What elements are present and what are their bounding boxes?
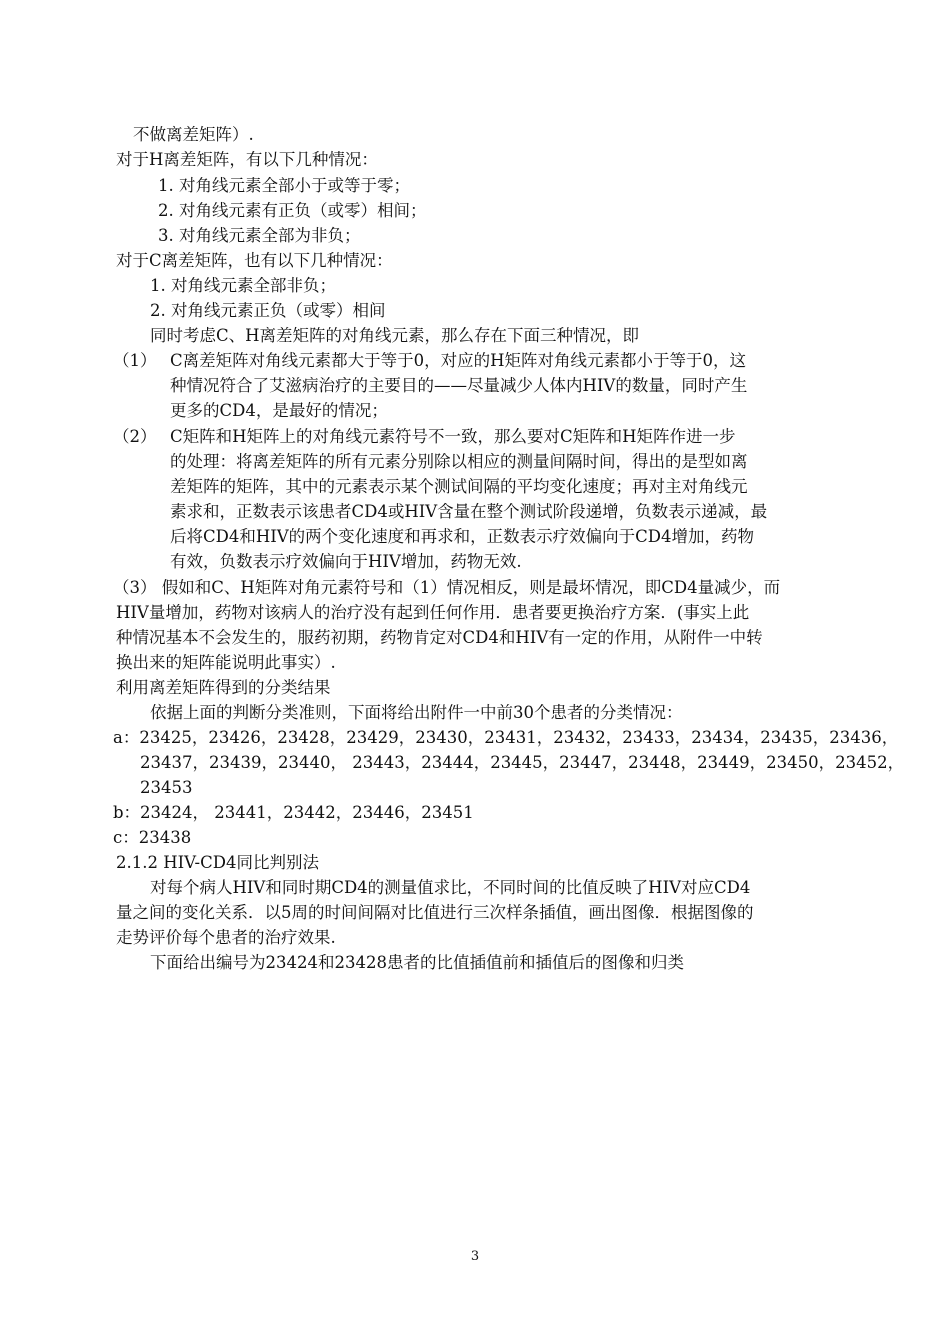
list-item: 3. 对角线元素全部为非负； (158, 226, 361, 245)
text-line: 不做离差矩阵）. (133, 125, 254, 144)
text-line: 的处理：将离差矩阵的所有元素分别除以相应的测量间隔时间，得出的是型如离 (170, 452, 748, 471)
case-label: （2） (113, 427, 157, 446)
text-line: C离差矩阵对角线元素都大于等于0，对应的H矩阵对角线元素都小于等于0，这 (170, 351, 747, 370)
text-line: 走势评价每个患者的治疗效果. (116, 928, 336, 947)
section-heading: 2.1.2 HIV-CD4同比判别法 (116, 853, 319, 872)
text-line: 后将CD4和HIV的两个变化速度和再求和，正数表示疗效偏向于CD4增加，药物 (170, 527, 755, 546)
text-line: 量之间的变化关系．以5周的时间间隔对比值进行三次样条插值，画出图像．根据图像的 (116, 903, 754, 922)
section-heading: 利用离差矩阵得到的分类结果 (116, 678, 331, 697)
class-a-list: 23437，23439，23440， 23443，23444，23445，23447，23448，23449，23450，23452， (140, 753, 905, 772)
class-a-list: 23453 (140, 778, 193, 797)
text-line: 素求和，正数表示该患者CD4或HIV含量在整个测试阶段递增，负数表示递减，最 (170, 502, 768, 521)
class-b-list: b：23424， 23441，23442，23446，23451 (113, 803, 474, 822)
text-line: 同时考虑C、H离差矩阵的对角线元素，那么存在下面三种情况，即 (150, 326, 640, 345)
text-line: HIV量增加，药物对该病人的治疗没有起到任何作用．患者要更换治疗方案．(事实上此 (116, 603, 750, 622)
text-line: C矩阵和H矩阵上的对角线元素符号不一致，那么要对C矩阵和H矩阵作进一步 (170, 427, 736, 446)
text-line: （3） 假如和C、H矩阵对角元素符号和（1）情况相反，则是最坏情况，即CD4量减少，而 (113, 578, 781, 597)
text-line: 种情况符合了艾滋病治疗的主要目的——尽量减少人体内HIV的数量，同时产生 (170, 376, 748, 395)
text-line: 换出来的矩阵能说明此事实）. (116, 653, 336, 672)
text-line: 对于H离差矩阵，有以下几种情况： (116, 150, 378, 169)
class-c-list: c：23438 (113, 828, 192, 847)
class-a-list: a：23425，23426，23428，23429，23430，23431，23432，23433，23434，23435，23436， (113, 728, 899, 747)
page-number: 3 (470, 1249, 480, 1264)
text-line: 对于C离差矩阵，也有以下几种情况： (116, 251, 393, 270)
list-item: 1. 对角线元素全部非负； (150, 276, 336, 295)
case-label: （1） (113, 351, 157, 370)
text-line: 差矩阵的矩阵，其中的元素表示某个测试间隔的平均变化速度；再对主对角线元 (170, 477, 748, 496)
text-line: 更多的CD4，是最好的情况； (170, 401, 388, 420)
list-item: 1. 对角线元素全部小于或等于零； (158, 176, 410, 195)
text-line: 依据上面的判断分类准则，下面将给出附件一中前30个患者的分类情况： (150, 703, 683, 722)
text-line: 下面给出编号为23424和23428患者的比值插值前和插值后的图像和归类 (150, 953, 684, 972)
list-item: 2. 对角线元素正负（或零）相间 (150, 301, 386, 320)
list-item: 2. 对角线元素有正负（或零）相间； (158, 201, 427, 220)
text-line: 对每个病人HIV和同时期CD4的测量值求比，不同时间的比值反映了HIV对应CD4 (150, 878, 751, 897)
text-line: 有效，负数表示疗效偏向于HIV增加，药物无效. (170, 552, 522, 571)
text-line: 种情况基本不会发生的，服药初期，药物肯定对CD4和HIV有一定的作用，从附件一中转 (116, 628, 763, 647)
